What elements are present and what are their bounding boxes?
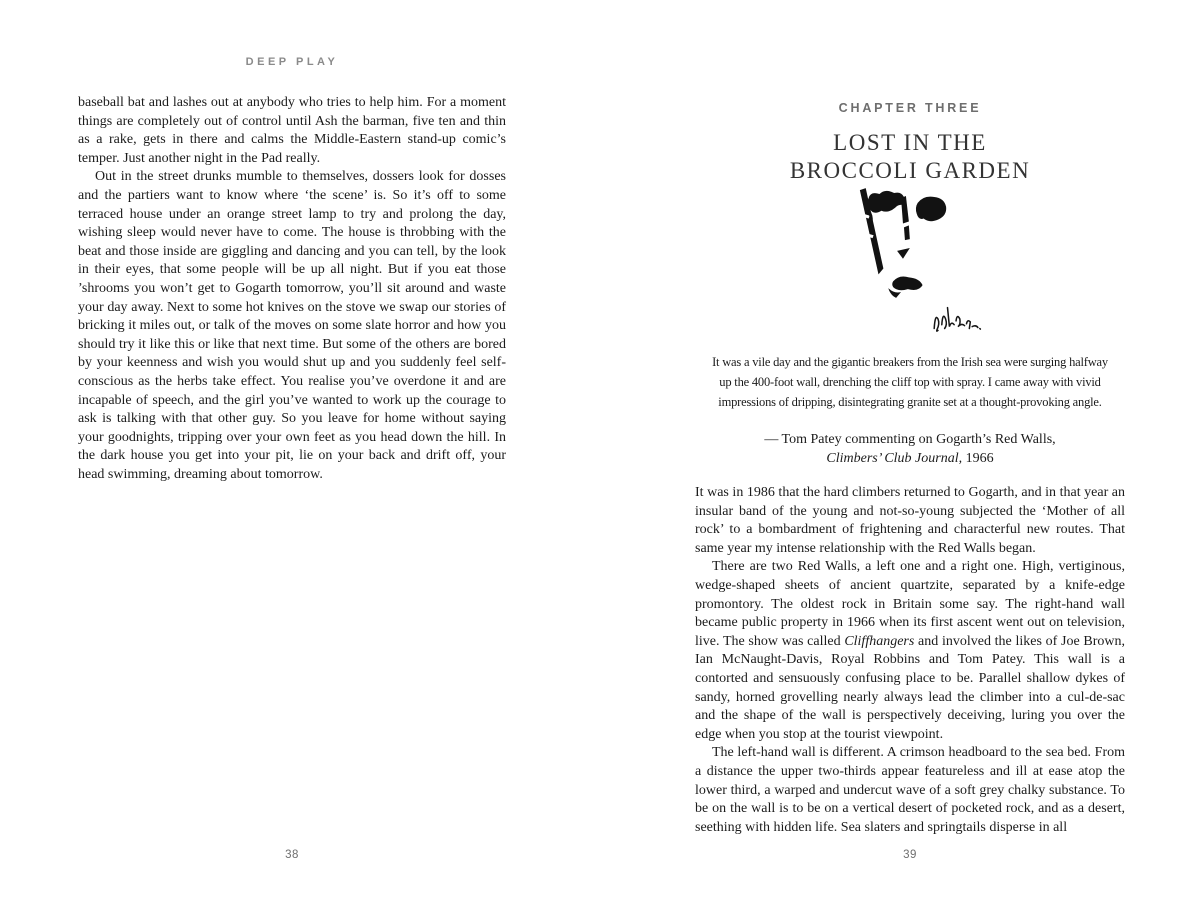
epigraph <box>695 352 1125 412</box>
artist-signature <box>928 300 986 338</box>
chapter-title <box>695 129 1125 185</box>
running-header: DEEP PLAY <box>245 56 339 68</box>
text-segment: The left-hand wall is different. A crimson headboard to the sea bed. From a distance the upper two-thirds appear featureless and ill at ease atop the lower third, a warped and undercut wave of a soft grey chalky substance. To be on the wall is to be on a vertical desert of pocketed rock, and as a desert, seething with hidden life. Sea slaters and springtails disperse in all <box>695 745 1125 835</box>
paragraph <box>695 484 1125 558</box>
paragraph <box>695 744 1125 837</box>
ink-face-illustration <box>853 186 951 304</box>
paragraph <box>78 94 506 168</box>
epigraph-line: up the 400-foot wall, drenching the cliff top with spray. I came away with vivid <box>719 375 1101 389</box>
chapter-title-line-1: LOST IN THE <box>833 130 987 155</box>
ink-face-sketch-icon <box>853 186 951 304</box>
page-number-left: 38 <box>285 849 299 861</box>
text-segment: It was in 1986 that the hard climbers returned to Gogarth, and in that year an insular band of the young and not-so-young subjected the ‘Mother of all rock’ to a bombardment of frightening and characterful new routes. That same year my intense relationship with the Red Walls began. <box>695 485 1125 556</box>
chapter-title-line-2: BROCCOLI GARDEN <box>789 158 1031 183</box>
chapter-label: CHAPTER THREE <box>838 101 982 115</box>
right-page-body-text <box>695 484 1125 837</box>
epigraph-attribution <box>695 430 1125 468</box>
italic-text-segment: Cliffhangers <box>844 633 915 649</box>
text-segment: There are two Red Walls, a left one and a right one. High, vertiginous, wedge-shaped sheets of ancient quartzite, separated by a knife-edge promontory. The oldest rock in Britain some say. The right-hand wall became public property in 1966 when its first ascent went out on television, live. The show was called <box>695 559 1125 649</box>
page-number-right: 39 <box>903 849 917 861</box>
attribution-year: 1966 <box>962 451 994 466</box>
paragraph <box>78 168 506 484</box>
attribution-line-2 <box>695 449 1125 468</box>
text-segment: baseball bat and lashes out at anybody who tries to help him. For a moment things are completely out of control until Ash the barman, five ten and thin as a rake, gets in there and calms the Middle-Eastern stand-up comic’s temper. Just another night in the Pad really. <box>78 95 506 166</box>
attribution-journal: Climbers’ Club Journal, <box>826 451 963 466</box>
paragraph <box>695 558 1125 744</box>
left-page-body-text <box>78 94 506 484</box>
right-page <box>695 0 1125 900</box>
text-segment: Out in the street drunks mumble to themselves, dossers look for dosses and the partiers want to know where ‘the scene’ is. So it’s off to some terraced house under an orange street lamp to try and prolong the day, wishing sleep would never have to come. The house is throbbing with the beat and those inside are giggling and dancing and you can tell, by the look in their eyes, that some people will be up all night. But if you eat those ’shrooms you won’t get to Gogarth tomorrow, you’ll sit around and waste your day away. Next to some hot knives on the stove we swap our stories of bricking it miles out, or talk of the moves on some slate horror and how you should try it like this or like that next time. But some of the others are bored by your keenness and wish you would shut up and you suddenly feel self-conscious as the herbs take effect. You realise you’ve overdone it and are incapable of speech, and the girl you’ve wanted to work up the courage to ask is talking with that other guy. So you leave for home without saying your goodnights, tripping over your own feet as you head down the hill. In the dark house you get into your pit, lie on your back and drift off, your head swimming, dreaming about tomorrow. <box>78 169 506 482</box>
epigraph-line: impressions of dripping, disintegrating granite set at a thought-provoking angle. <box>718 395 1102 409</box>
left-page <box>78 0 506 900</box>
signature-scribble-icon <box>928 300 986 338</box>
attribution-line-1: — Tom Patey commenting on Gogarth’s Red Walls, <box>764 432 1056 447</box>
epigraph-line: It was a vile day and the gigantic breakers from the Irish sea were surging halfway <box>712 355 1108 369</box>
text-segment: and involved the likes of Joe Brown, Ian McNaught-Davis, Royal Robbins and Tom Patey. This wall is a contorted and sensuously confusing place to be. Parallel shallow dykes of sandy, horned grovelling nearly always lead the climber into a cul-de-sac and the shape of the wall is perspectively deceiving, luring you over the edge when you stop at the tourist viewpoint. <box>695 633 1125 742</box>
